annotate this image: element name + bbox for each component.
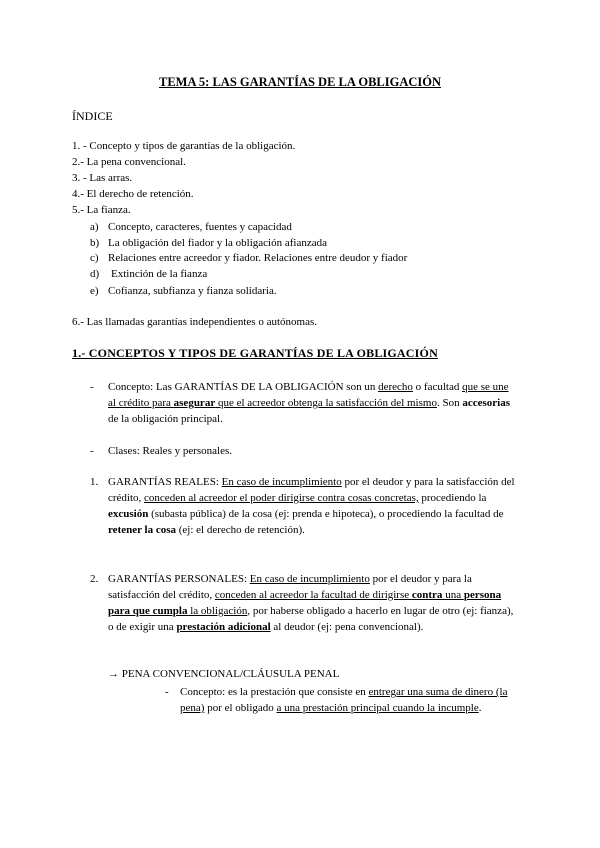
personales-paragraph: GARANTÍAS PERSONALES: En caso de incumplimiento por el deudor y para la satisfacción del crédito, conceden al acreedor la facultad de dirigirse contra una persona para que cumpla la obligación, por haberse obligado a hacerlo en lugar de otro (ej: fianza), o de exigir una prestación adicional al deudor (ej: pena convencional). <box>108 573 514 633</box>
subitem-letter: a) <box>90 221 99 233</box>
subitem-letter: c) <box>90 252 99 264</box>
index-heading: ÍNDICE <box>72 109 113 123</box>
bullet-dash: - <box>90 381 94 393</box>
page-title: TEMA 5: LAS GARANTÍAS DE LA OBLIGACIÓN <box>159 75 441 89</box>
bullet-dash: - <box>165 686 169 698</box>
reales-paragraph: GARANTÍAS REALES: En caso de incumplimiento por el deudor y para la satisfacción del crédito, conceden al acreedor el poder dirigirse contra cosas concretas, procediendo la excusión (subasta pública) de la cosa (ej: prenda e hipoteca), o procediendo la facultad de retener la cosa (ej: el derecho de retención). <box>108 476 515 536</box>
index-item: 5.- La fianza. <box>72 204 131 216</box>
clases-text: Clases: Reales y personales. <box>108 445 233 457</box>
pena-heading: → PENA CONVENCIONAL/CLÁUSULA PENAL <box>108 668 340 680</box>
subitem-text: Cofianza, subfianza y fianza solidaria. <box>108 285 277 297</box>
section-heading: 1.- CONCEPTOS Y TIPOS DE GARANTÍAS DE LA OBLIGACIÓN <box>72 346 438 360</box>
list-number: 1. <box>90 476 99 488</box>
arrow-right-icon: → <box>108 668 119 680</box>
bullet-dash: - <box>90 445 94 457</box>
index-item: 6.- Las llamadas garantías independientes o autónomas. <box>72 316 317 328</box>
subitem-text: Concepto, caracteres, fuentes y capacidad <box>108 221 292 233</box>
subitem-text: Extinción de la fianza <box>111 268 208 280</box>
index-item: 1. - Concepto y tipos de garantías de la obligación. <box>72 140 296 152</box>
subitem-text: Relaciones entre acreedor y fiador. Relaciones entre deudor y fiador <box>108 252 408 264</box>
list-number: 2. <box>90 573 99 585</box>
subitem-text: La obligación del fiador y la obligación afianzada <box>108 237 327 249</box>
concepto-paragraph: Concepto: Las GARANTÍAS DE LA OBLIGACIÓN son un derecho o facultad que se une al crédito para asegurar que el acreedor obtenga la satisfacción del mismo. Son accesorias de la obligación principal. <box>108 381 510 425</box>
subitem-letter: d) <box>90 268 100 280</box>
index-item: 4.- El derecho de retención. <box>72 188 194 200</box>
index-item: 2.- La pena convencional. <box>72 156 186 168</box>
index-item: 3. - Las arras. <box>72 172 133 184</box>
pena-concepto-paragraph: Concepto: es la prestación que consiste en entregar una suma de dinero (la pena) por el obligado a una prestación principal cuando la incumple. <box>180 686 508 714</box>
subitem-letter: b) <box>90 237 100 249</box>
subitem-letter: e) <box>90 285 99 297</box>
